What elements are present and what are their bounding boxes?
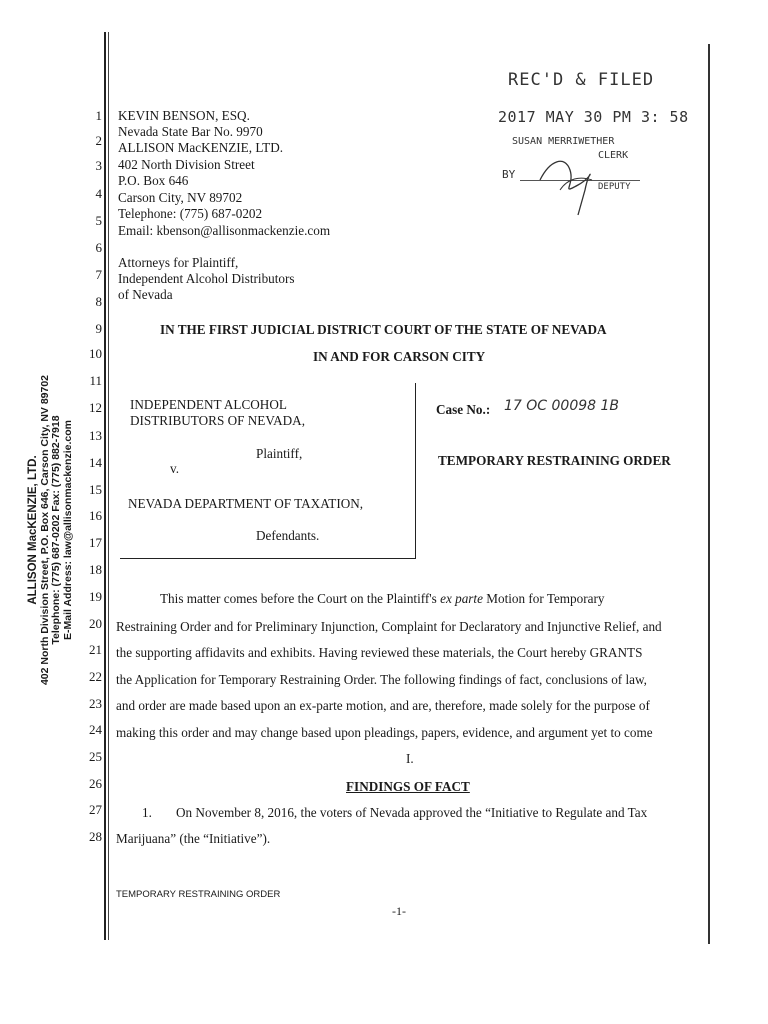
firm-line: ALLISON MacKENZIE, LTD. — [118, 140, 284, 155]
line-number: 13 — [89, 428, 102, 443]
firm-phone: Telephone: (775) 687-0202 Fax: (775) 882-7918 — [50, 415, 62, 645]
body-line-2: Restraining Order and for Preliminary Injunction, Complaint for Declaratory and Injunctive Relief, and — [116, 619, 662, 634]
firm-address: 402 North Division Street, P.O. Box 646, Carson City, NV 89702 — [38, 374, 51, 686]
body-line-3: the supporting affidavits and exhibits. Having reviewed these materials, the Court hereby GRANTS — [116, 645, 643, 660]
client-line-2: of Nevada — [118, 287, 173, 302]
left-margin-rule — [104, 32, 106, 940]
clerk-label: CLERK — [598, 150, 629, 161]
line-number: 21 — [89, 642, 102, 657]
line-number: 11 — [89, 373, 102, 388]
line-number: 16 — [89, 508, 102, 523]
firm-sidebar — [28, 370, 74, 690]
right-margin-rule — [708, 44, 710, 944]
filed-stamp-date: 2017 MAY 30 PM 3: 58 — [498, 108, 689, 126]
by-label: BY — [502, 168, 516, 181]
court-venue: IN AND FOR CARSON CITY — [313, 349, 486, 364]
line-number: 1 — [95, 108, 102, 123]
line-number: 15 — [89, 482, 102, 497]
client-line-1: Independent Alcohol Distributors — [118, 271, 295, 286]
line-number: 22 — [89, 669, 102, 684]
line-number: 2 — [95, 133, 102, 148]
body-italic: ex parte — [440, 591, 483, 606]
plaintiff-role: Plaintiff, — [256, 446, 303, 461]
page-number: -1- — [392, 904, 406, 918]
firm-name: ALLISON MacKENZIE, LTD. — [27, 455, 39, 605]
body-line-5: and order are made based upon an ex-parte motion, and are, therefore, made solely for the purpose of — [116, 698, 650, 713]
line-number: 25 — [89, 749, 102, 764]
defendant-name: NEVADA DEPARTMENT OF TAXATION, — [128, 496, 364, 511]
left-margin-rule-inner — [108, 32, 109, 940]
line-number: 28 — [89, 829, 102, 844]
city-line: Carson City, NV 89702 — [118, 190, 243, 205]
line-number: 7 — [95, 267, 102, 282]
line-number: 8 — [95, 294, 102, 309]
case-number: 17 OC 00098 1B — [504, 398, 620, 414]
line-number: 6 — [95, 240, 102, 255]
po-box-line: P.O. Box 646 — [118, 173, 189, 188]
item-line-1: On November 8, 2016, the voters of Nevada approved the “Initiative to Regulate and Tax — [176, 805, 648, 820]
versus: v. — [170, 461, 180, 476]
bar-number: Nevada State Bar No. 9970 — [118, 124, 263, 139]
deputy-signature — [530, 150, 610, 220]
body-text: Motion for Temporary — [482, 591, 605, 606]
line-number: 4 — [95, 186, 102, 201]
line-number: 24 — [89, 722, 102, 737]
court-name: IN THE FIRST JUDICIAL DISTRICT COURT OF THE STATE OF NEVADA — [160, 322, 607, 337]
plaintiff-name-1: INDEPENDENT ALCOHOL — [130, 397, 287, 412]
filed-stamp-title: REC'D & FILED — [508, 70, 655, 90]
body-text: This matter comes before the Court on the Plaintiff's — [160, 591, 441, 606]
section-title: FINDINGS OF FACT — [346, 779, 470, 794]
address-line: 402 North Division Street — [118, 157, 255, 172]
attorney-name: KEVIN BENSON, ESQ. — [118, 108, 250, 123]
plaintiff-name-2: DISTRIBUTORS OF NEVADA, — [130, 413, 306, 428]
line-number: 27 — [89, 802, 102, 817]
section-number: I. — [406, 751, 414, 766]
firm-email: E-Mail Address: law@allisonmackenzie.com — [61, 420, 74, 640]
item-line-2: Marijuana” (the “Initiative”). — [116, 831, 271, 846]
line-number: 18 — [89, 562, 102, 577]
body-line-1 — [160, 591, 604, 607]
body-line-6: making this order and may change based upon pleadings, papers, evidence, and argument yet to come — [116, 725, 653, 740]
telephone-line: Telephone: (775) 687-0202 — [118, 206, 263, 221]
line-number: 3 — [95, 158, 102, 173]
line-number: 10 — [89, 346, 102, 361]
item-number: 1. — [142, 805, 152, 820]
email-line: Email: kbenson@allisonmackenzie.com — [118, 223, 331, 238]
line-number: 17 — [89, 535, 102, 550]
case-label: Case No.: — [436, 402, 491, 417]
line-number: 9 — [95, 321, 102, 336]
deputy-label: DEPUTY — [598, 182, 631, 192]
attorneys-for-line: Attorneys for Plaintiff, — [118, 255, 239, 270]
line-number: 5 — [95, 213, 102, 228]
clerk-name: SUSAN MERRIWETHER — [512, 136, 615, 147]
caption-bottom-rule — [120, 558, 416, 559]
line-number: 14 — [89, 455, 102, 470]
line-number: 23 — [89, 696, 102, 711]
body-line-4: the Application for Temporary Restraining Order. The following findings of fact, conclusions of law, — [116, 672, 647, 687]
line-number: 20 — [89, 616, 102, 631]
document-title: TEMPORARY RESTRAINING ORDER — [438, 453, 671, 468]
defendant-role: Defendants. — [256, 528, 320, 543]
line-number: 12 — [89, 400, 102, 415]
footer-title: TEMPORARY RESTRAINING ORDER — [116, 889, 281, 900]
line-number: 19 — [89, 589, 102, 604]
caption-divider — [415, 383, 416, 559]
line-number: 26 — [89, 776, 102, 791]
